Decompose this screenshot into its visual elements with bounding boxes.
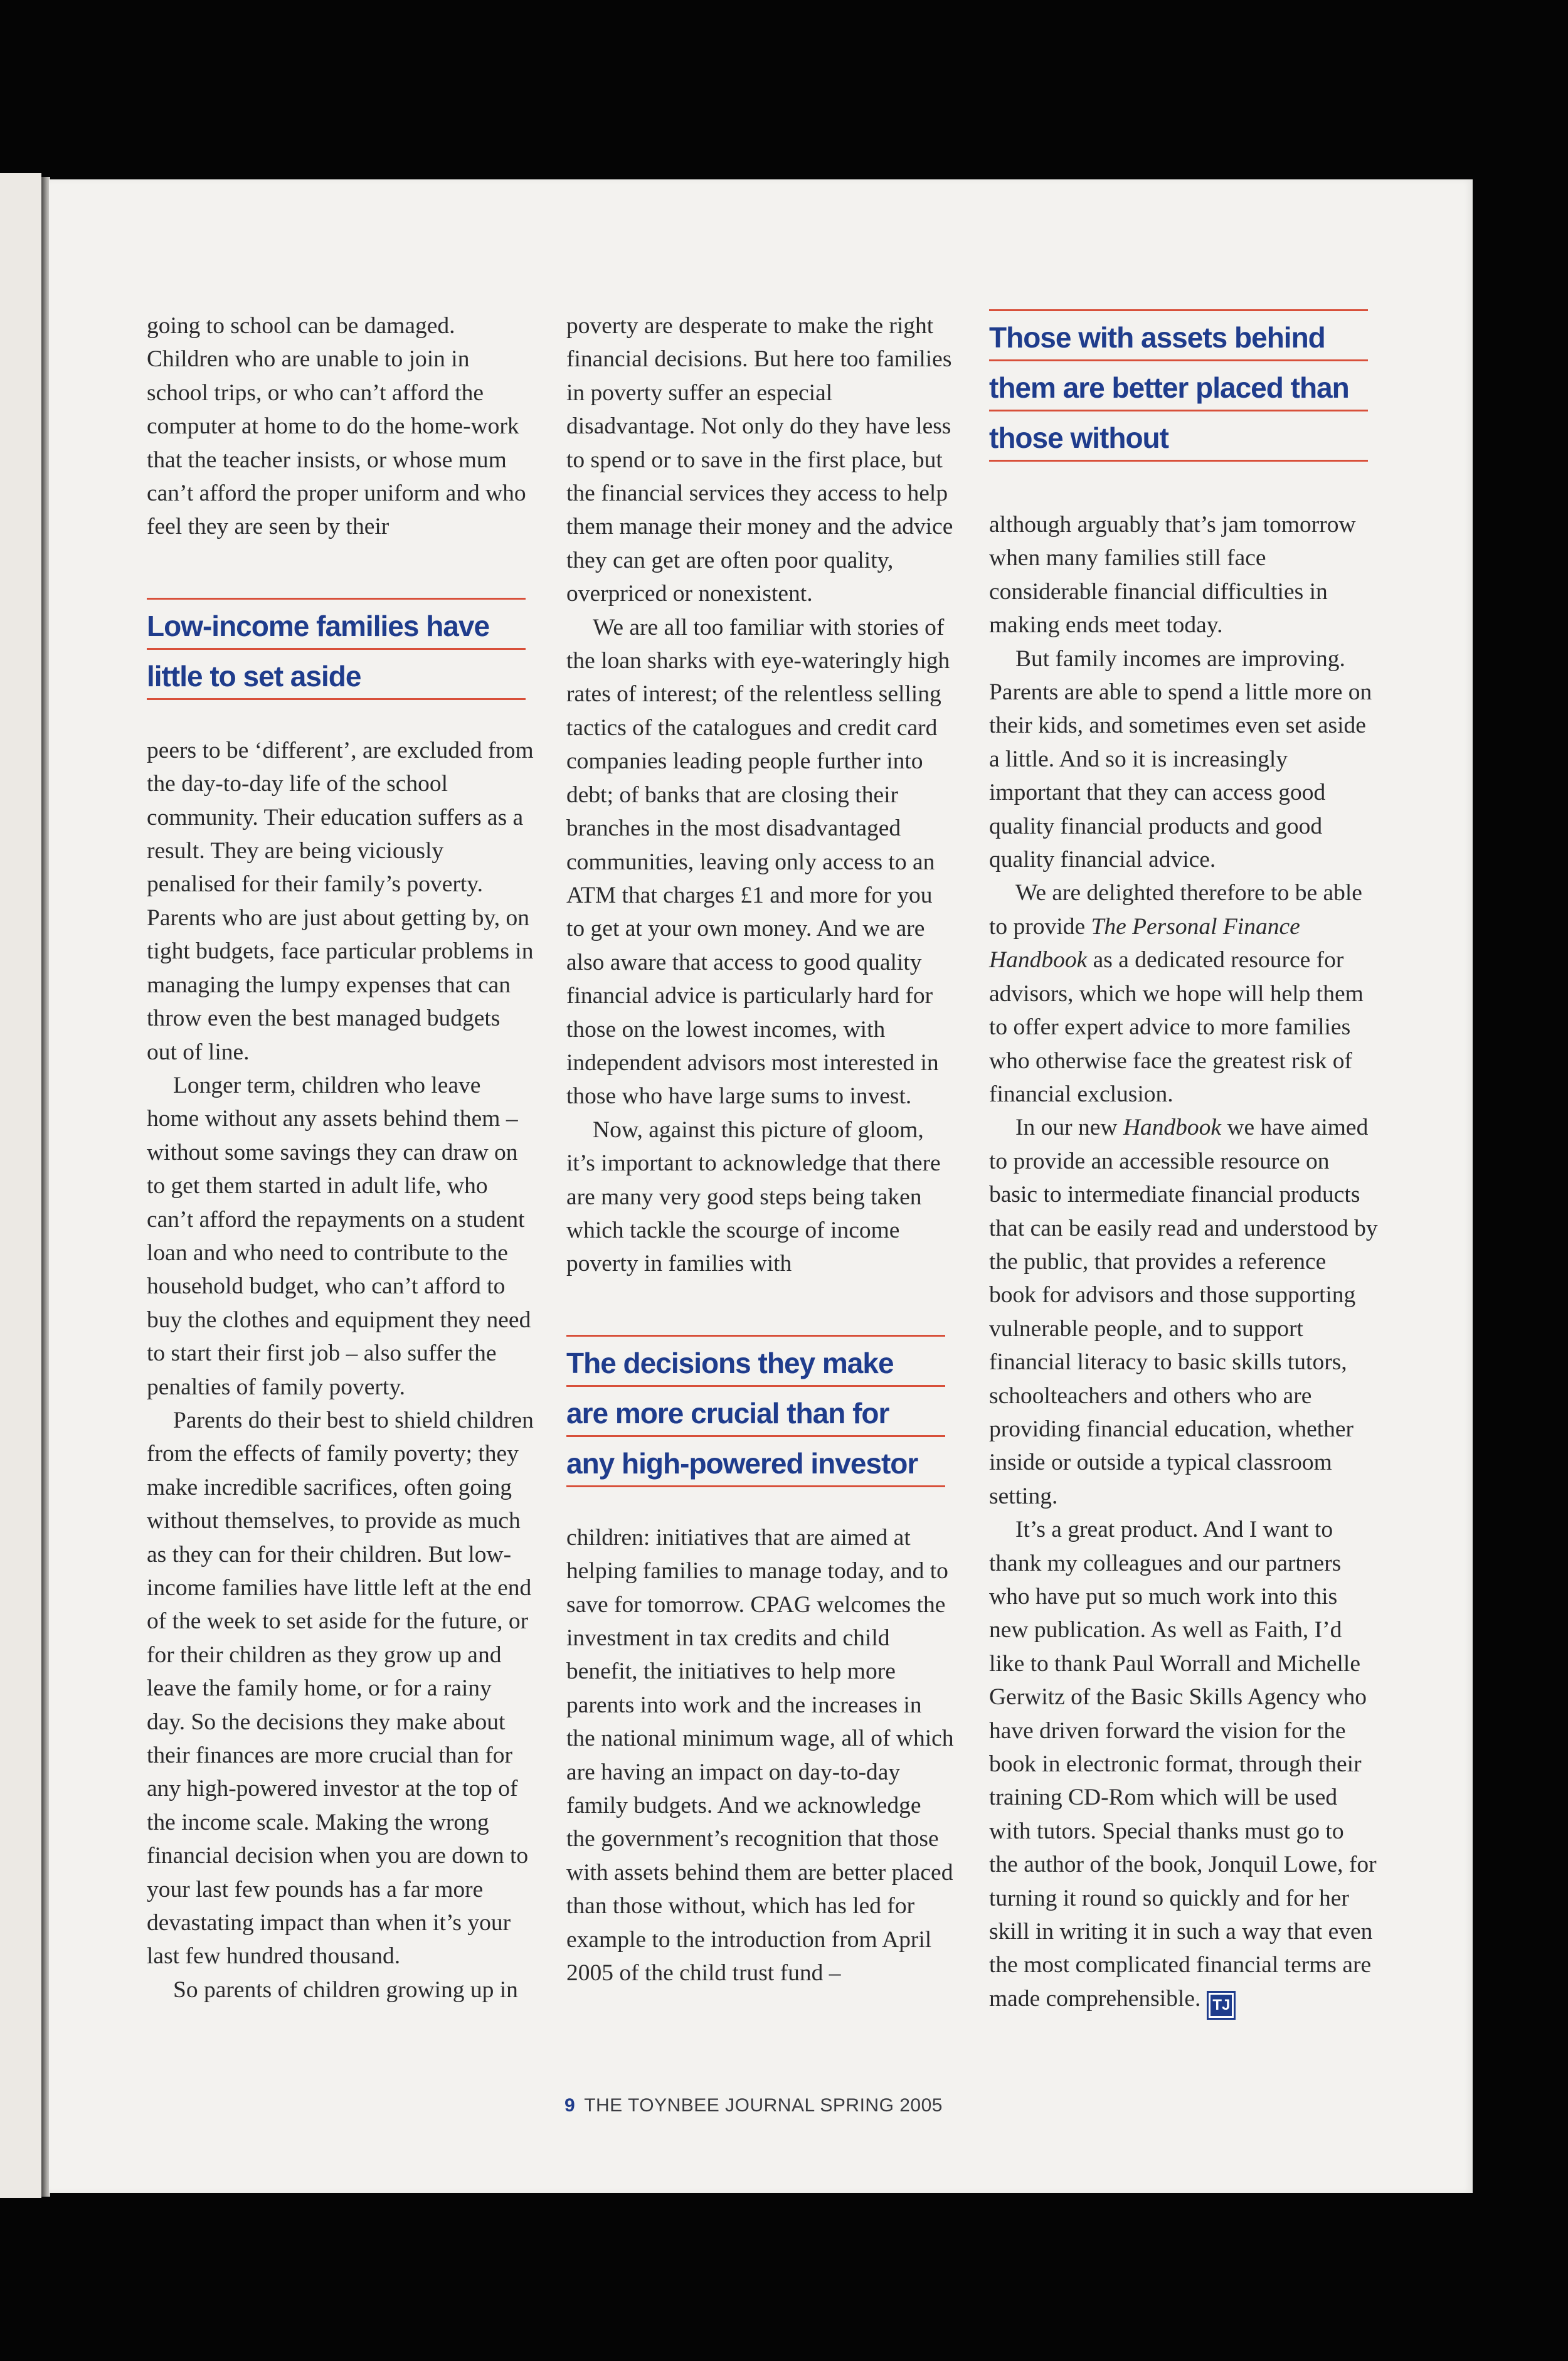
pull-quote-line: little to set aside xyxy=(147,659,361,692)
paragraph: We are delighted therefore to be able to provide The Personal Finance Handbook as a dedicated resource for advisors, which we hope will help them to offer expert advice to more families who otherwise face the greatest risk of financial exclusion. xyxy=(989,880,1364,1107)
paragraph: children: initiatives that are aimed at helping families to manage today, and to save for tomorrow. CPAG welcomes the investment in tax credits and child benefit, the initiatives to help more parents into work and the increases in the national minimum wage, all of which are having an impact on day-to-day family budgets. And we acknowledge the government’s recognition that those with assets behind them are better placed than those without, which has led for example to the introduction from April 2005 of the child trust fund – xyxy=(566,1524,954,1987)
pull-quote-line: them are better placed than xyxy=(989,371,1349,404)
paragraph: peers to be ‘different’, are excluded from the day-to-day life of the school community. Their education suffers as a result. They are being viciously penalised for their family’s poverty. Parents who are just about getting by, on tight budgets, face particular problems in managing the lumpy expenses that can throw even the best managed budgets out of line. xyxy=(147,737,534,1065)
paragraph: Now, against this picture of gloom, it’s important to acknowledge that there are many very good steps being taken which tackle the scourge of income poverty in families with xyxy=(566,1117,941,1277)
publication-line: THE TOYNBEE JOURNAL SPRING 2005 xyxy=(584,2095,943,2116)
paragraph: But family incomes are improving. Parents are able to spend a little more on their kids, and sometimes even set aside a little. And so it is increasingly important that they can access good quality financial products and good quality financial advice. xyxy=(989,645,1372,873)
journal-page xyxy=(49,179,1473,2193)
column-1 xyxy=(147,309,536,2007)
pull-quote-line: The decisions they make xyxy=(566,1346,894,1379)
pull-quote-line: those without xyxy=(989,422,1168,454)
paragraph: although arguably that’s jam tomorrow when many families still face considerable financial difficulties in making ends meet today. xyxy=(989,512,1356,639)
paragraph: It’s a great product. And I want to thank my colleagues and our partners who have put so much work into this new publication. As well as Faith, I’d like to thank Paul Worrall and Michelle Gerwitz of the Basic Skills Agency who have driven forward the vision for the book in electronic format, through their training CD-Rom which will be used with tutors. Special thanks must go to the author of the book, Jonquil Lowe, for turning it round so quickly and for her skill in writing it in such a way that even the most complicated financial terms are made comprehensible. TJ xyxy=(989,1513,1378,2020)
pull-quote-line: Those with assets behind xyxy=(989,321,1325,354)
pull-quote-line: Low-income families have xyxy=(147,609,490,642)
column-3 xyxy=(989,309,1378,2020)
book-title: Handbook xyxy=(1123,1115,1222,1141)
pull-quote-decisions xyxy=(566,1335,945,1487)
paragraph: We are all too familiar with stories of the loan sharks with eye-wateringly high rates of interest; of the relentless selling tactics of the catalogues and credit card companies leading people further into debt; of banks that are closing their branches in the most disadvantaged communities, leaving only access to an ATM that charges £1 and more for you to get at your own money. And we are also aware that access to good quality financial advice is particularly hard for those on the lowest incomes, with independent advisors most interested in those who have large sums to invest. xyxy=(566,614,950,1110)
previous-page-edge xyxy=(0,173,41,2198)
book-title: The Personal Finance Handbook xyxy=(989,913,1300,974)
paragraph: Parents do their best to shield children from the effects of family poverty; they make incredible sacrifices, often going without themselves, to provide as much as they can for their children. But low-income families have little left at the end of the week to set aside for the future, or for their children as they grow up and leave the family home, or for a rainy day. So the decisions they make about their finances are more crucial than for any high-powered investor at the top of the income scale. Making the wrong financial decision when you are down to your last few pounds has a far more devastating impact than when it’s your last few hundred thousand. xyxy=(147,1407,534,1970)
paragraph: So parents of children growing up in xyxy=(173,1976,518,2003)
pull-quote-line: are more crucial than for xyxy=(566,1396,889,1430)
paragraph: Longer term, children who leave home without any assets behind them – without some savings they can draw on to get them started in adult life, who can’t afford the repayments on a student loan and who need to contribute to the household budget, who can’t afford to buy the clothes and equipment they need to start their first job – also suffer the penalties of family poverty. xyxy=(147,1072,531,1400)
paragraph: poverty are desperate to make the right financial decisions. But here too families in poverty suffer an especial disadvantage. Not only do they have less to spend or to save in the first place, but the financial services they access to help them manage their money and the advice they can get are often poor quality, overpriced or nonexistent. xyxy=(566,313,953,607)
page-footer xyxy=(564,2095,943,2116)
pull-quote-low-income xyxy=(147,598,526,700)
page-number: 9 xyxy=(564,2095,576,2116)
pull-quote-assets xyxy=(989,309,1368,462)
paragraph: going to school can be damaged. Children who are unable to join in school trips, or who can’t afford the computer at home to do the home-work that the teacher insists, or whose mum can’t afford the proper uniform and who feel they are seen by their xyxy=(147,313,526,540)
paragraph: In our new Handbook we have aimed to provide an accessible resource on basic to intermediate financial products that can be easily read and understood by the public, that provides a reference book for advisors and those supporting vulnerable people, and to support financial literacy to basic skills tutors, schoolteachers and others who are providing financial education, whether inside or outside a typical classroom setting. xyxy=(989,1115,1378,1509)
column-2 xyxy=(566,309,955,1990)
tj-end-mark-icon: TJ xyxy=(1207,1991,1236,2020)
pull-quote-line: any high-powered investor xyxy=(566,1446,918,1480)
